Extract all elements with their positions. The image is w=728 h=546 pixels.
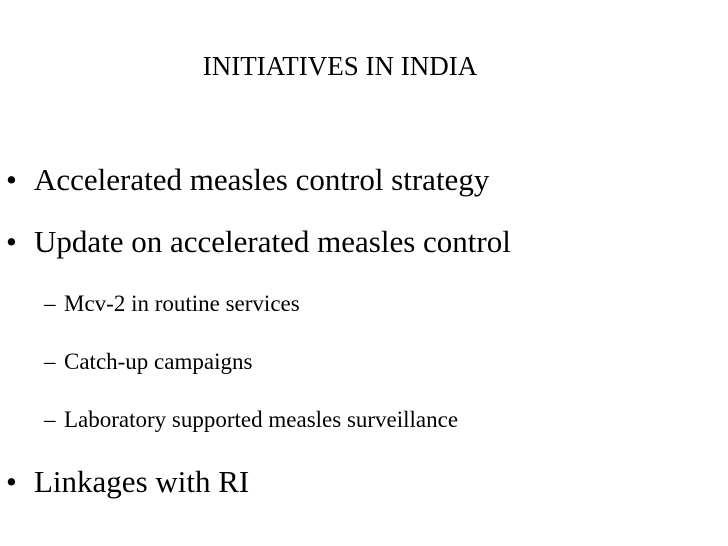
bullet-icon: •: [6, 162, 17, 197]
bullet-text: Linkages with RI: [34, 464, 250, 499]
sub-item-text: Mcv-2 in routine services: [64, 291, 300, 316]
sub-item-text: Catch-up campaigns: [64, 349, 253, 374]
bullet-item-linkages: [6, 462, 249, 502]
bullet-item-update-control: [6, 222, 511, 262]
bullet-item-accelerated-strategy: [6, 160, 489, 200]
sub-item-lab-surveillance: [44, 405, 458, 435]
bullet-icon: •: [6, 464, 17, 499]
dash-icon: –: [44, 407, 56, 432]
bullet-text: Accelerated measles control strategy: [34, 162, 490, 197]
dash-icon: –: [44, 291, 56, 316]
sub-item-mcv2: [44, 289, 300, 319]
bullet-text: Update on accelerated measles control: [34, 224, 511, 259]
sub-item-catch-up: [44, 347, 252, 377]
sub-item-text: Laboratory supported measles surveillance: [64, 407, 459, 432]
slide-title: INITIATIVES IN INDIA: [202, 51, 478, 81]
bullet-icon: •: [6, 224, 17, 259]
dash-icon: –: [44, 349, 56, 374]
